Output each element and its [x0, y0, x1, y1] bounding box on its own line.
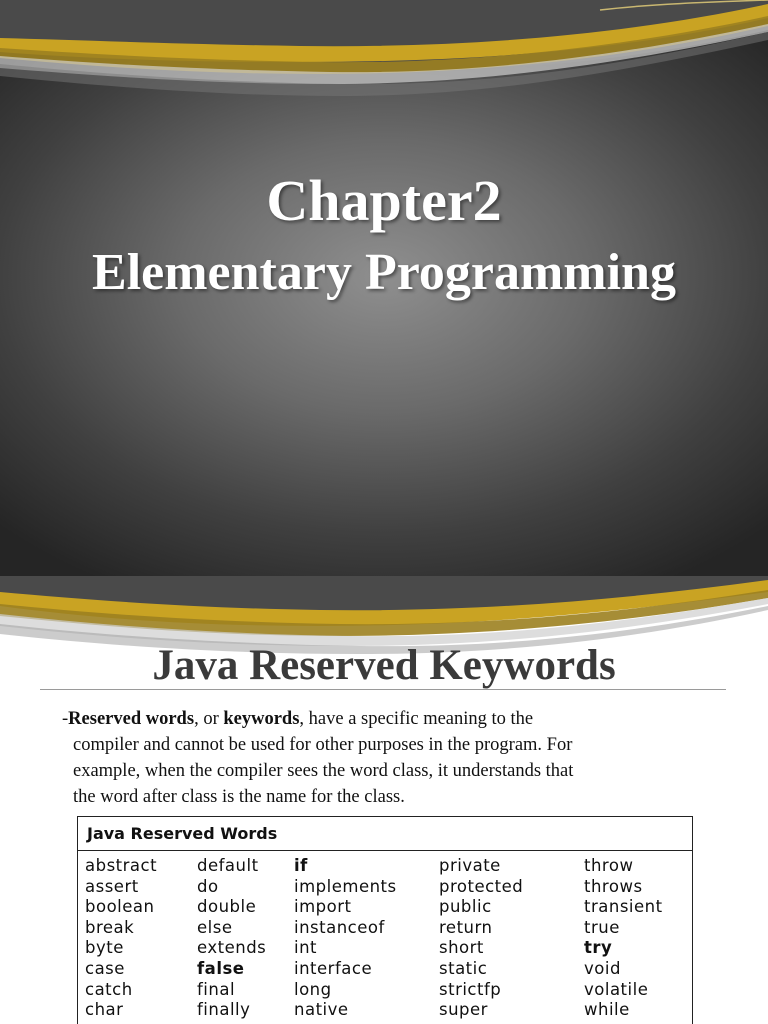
slide-heading: Java Reserved Keywords	[152, 642, 616, 689]
term-reserved-words: Reserved words	[68, 709, 195, 729]
slide-title-line2: Elementary Programming	[92, 244, 676, 301]
keyword-double: double	[197, 897, 257, 917]
paragraph-line-4: the word after class is the name for the class.	[73, 787, 405, 807]
paragraph-line-1	[62, 706, 694, 732]
keyword-case: case	[85, 958, 125, 978]
keyword-default: default	[197, 856, 259, 875]
term-keywords: keywords	[223, 709, 300, 729]
keyword-do: do	[197, 876, 219, 896]
keyword-true: true	[584, 917, 620, 937]
slide-title-line1: Chapter2	[266, 168, 502, 233]
table-header: Java Reserved Words	[78, 817, 692, 851]
keyword-native: native	[294, 1000, 349, 1020]
keyword-else: else	[197, 917, 233, 937]
paragraph-line-3: example, when the compiler sees the word class, it understands that	[73, 761, 574, 781]
keyword-public: public	[439, 897, 492, 917]
keyword-protected: protected	[439, 876, 524, 896]
paragraph-line-2: compiler and cannot be used for other purposes in the program. For	[73, 735, 573, 755]
keyword-static: static	[439, 958, 488, 978]
keyword-long: long	[294, 979, 332, 999]
keyword-column-5	[584, 856, 663, 1021]
description-paragraph	[62, 706, 694, 810]
keyword-boolean: boolean	[85, 897, 155, 917]
keyword-column-4	[439, 856, 523, 1021]
separator-text: , or	[194, 709, 224, 729]
keyword-column-1	[85, 856, 157, 1021]
keyword-strictfp: strictfp	[439, 979, 502, 999]
keyword-column-3	[294, 856, 397, 1021]
keyword-final: final	[197, 979, 236, 999]
keyword-abstract: abstract	[85, 856, 158, 875]
keyword-super: super	[439, 1000, 488, 1020]
keyword-if: if	[294, 856, 308, 875]
heading-divider	[40, 689, 726, 690]
top-swoosh-decoration	[0, 0, 768, 120]
keyword-interface: interface	[294, 958, 373, 978]
line1-rest: , have a specific meaning to the	[299, 709, 534, 729]
keyword-void: void	[584, 958, 621, 978]
keyword-column-2	[197, 856, 266, 1021]
keyword-extends: extends	[197, 938, 267, 958]
lead-dash: -	[62, 709, 69, 729]
keyword-volatile: volatile	[584, 979, 649, 999]
keyword-break: break	[85, 917, 135, 937]
keyword-short: short	[439, 938, 484, 958]
keyword-assert: assert	[85, 876, 139, 896]
keyword-byte: byte	[85, 938, 124, 958]
keyword-try: try	[584, 938, 613, 958]
keyword-return: return	[439, 917, 493, 937]
keyword-catch: catch	[85, 979, 133, 999]
keyword-transient: transient	[584, 897, 663, 917]
keyword-instanceof: instanceof	[294, 917, 385, 937]
keyword-import: import	[294, 897, 352, 917]
keyword-finally: finally	[197, 1000, 251, 1020]
keyword-private: private	[439, 856, 501, 875]
keyword-throws: throws	[584, 876, 643, 896]
keyword-throw: throw	[584, 856, 634, 875]
reserved-words-table	[77, 816, 693, 1024]
keyword-implements: implements	[294, 876, 397, 896]
keyword-char: char	[85, 1000, 124, 1020]
keyword-while: while	[584, 1000, 630, 1020]
keywords-slide	[0, 576, 768, 1024]
keyword-false: false	[197, 958, 245, 978]
keyword-int: int	[294, 938, 318, 958]
